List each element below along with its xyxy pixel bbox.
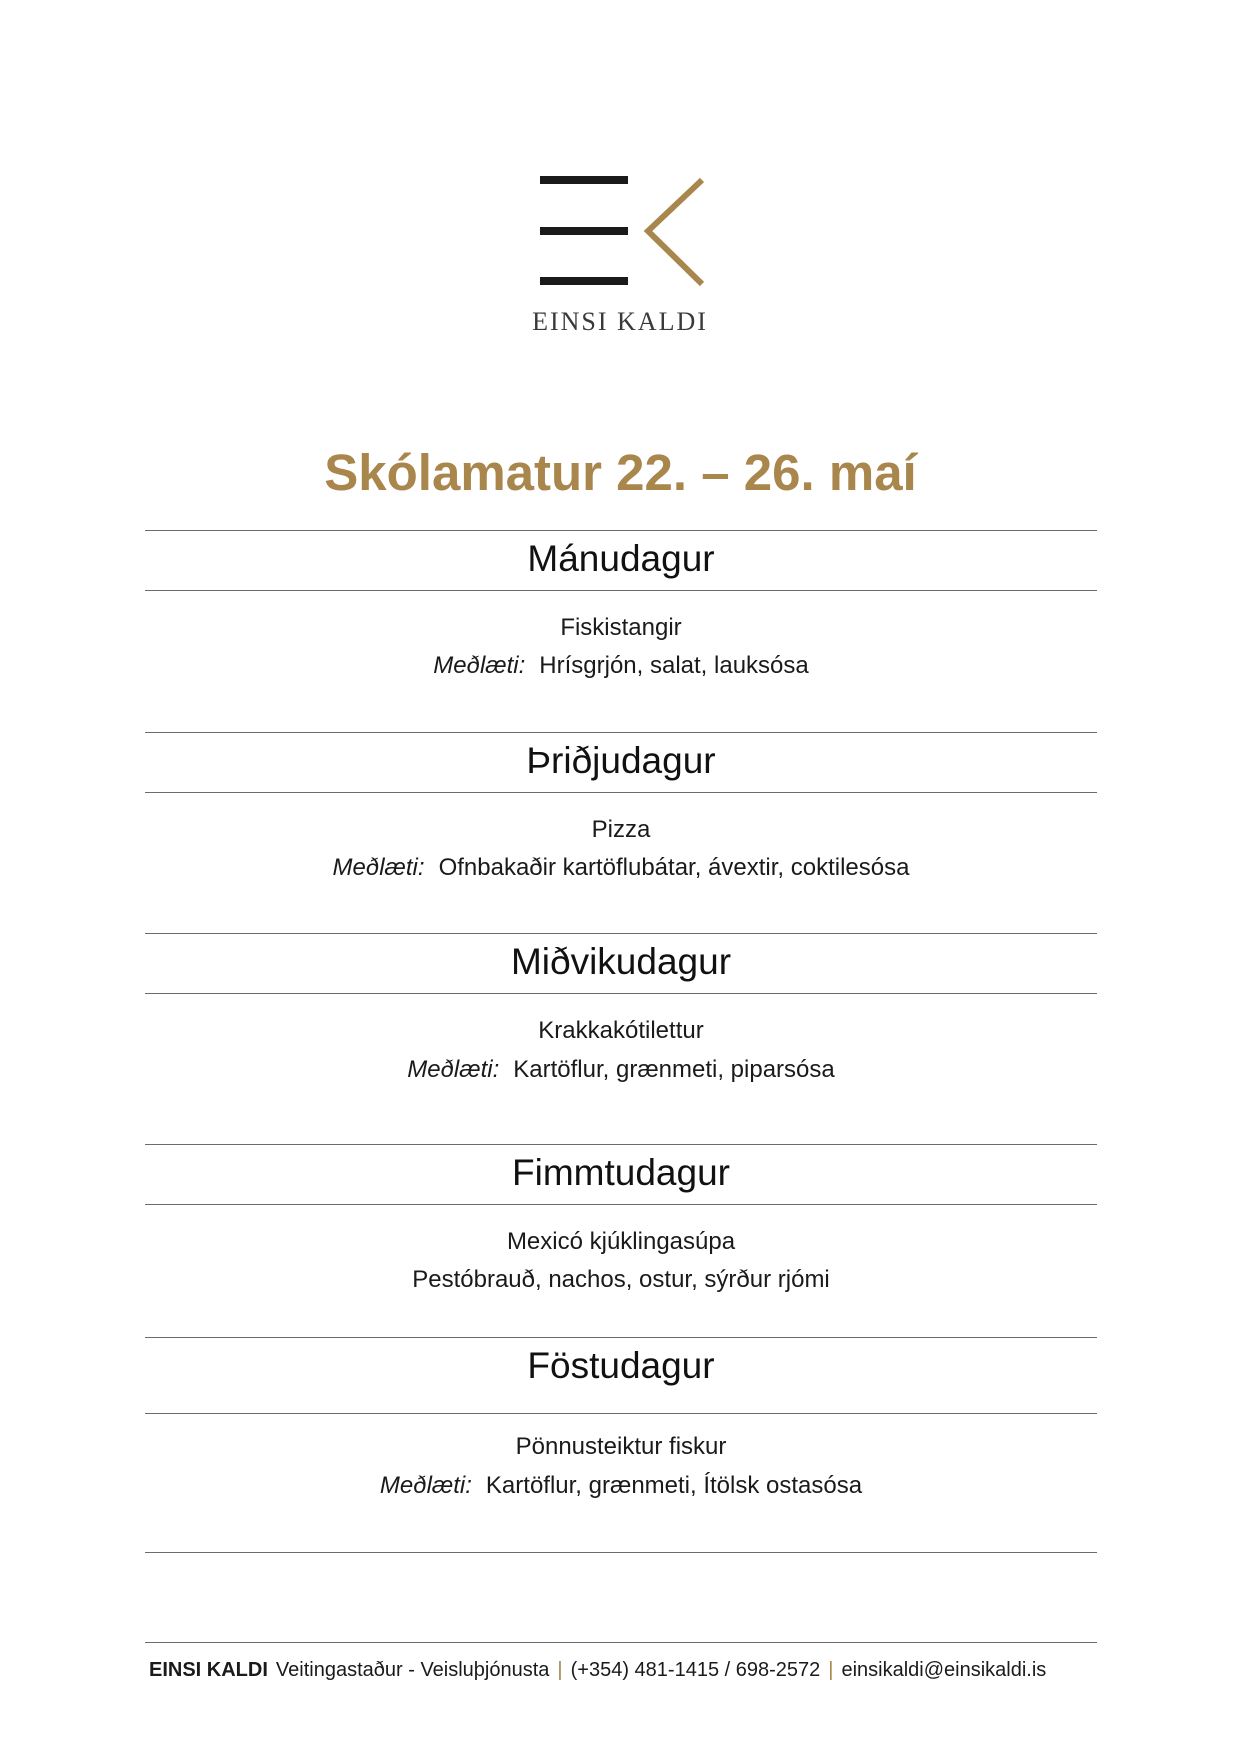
sides-text: Hrísgrjón, salat, lauksósa xyxy=(539,652,809,679)
divider xyxy=(145,530,1097,531)
footer xyxy=(149,1656,1109,1684)
footer-email: einsikaldi@einsikaldi.is xyxy=(841,1659,1047,1681)
divider xyxy=(145,1204,1097,1205)
sides-monday xyxy=(145,650,1097,682)
sides-label: Meðlæti: xyxy=(433,652,526,679)
sides-label: Meðlæti: xyxy=(379,1472,472,1499)
divider xyxy=(145,1413,1097,1414)
day-heading-tuesday: Þriðjudagur xyxy=(526,740,716,781)
sides-text: Kartöflur, grænmeti, Ítölsk ostasósa xyxy=(485,1472,863,1499)
sides-friday xyxy=(145,1470,1097,1502)
sides-text: Ofnbakaðir kartöflubátar, ávextir, coktilesósa xyxy=(438,854,910,881)
day-heading-thursday: Fimmtudagur xyxy=(512,1152,730,1193)
page-title: Skólamatur 22. – 26. maí xyxy=(324,444,917,501)
divider xyxy=(145,993,1097,994)
main-dish-tuesday: Pizza xyxy=(591,816,651,843)
divider xyxy=(145,1144,1097,1145)
sides-text: Kartöflur, grænmeti, piparsósa xyxy=(513,1056,835,1083)
day-heading-wednesday: Miðvikudagur xyxy=(510,941,732,982)
divider xyxy=(145,792,1097,793)
logo-wordmark: EINSI KALDI xyxy=(532,307,708,336)
footer-brand: EINSI KALDI xyxy=(149,1659,268,1681)
divider xyxy=(145,1552,1097,1553)
footer-phone: (+354) 481-1415 / 698-2572 xyxy=(570,1659,821,1681)
footer-services: Veitingastaður - Veisluþjónusta xyxy=(275,1659,550,1681)
footer-separator: | xyxy=(557,1659,563,1681)
divider xyxy=(145,732,1097,733)
day-heading-friday: Föstudagur xyxy=(527,1345,715,1386)
divider xyxy=(145,1337,1097,1338)
sides-label: Meðlæti: xyxy=(332,854,425,881)
main-dish-monday: Fiskistangir xyxy=(560,614,682,641)
divider xyxy=(145,933,1097,934)
day-heading-monday: Mánudagur xyxy=(527,538,715,579)
sides-thursday: Pestóbrauð, nachos, ostur, sýrður rjómi xyxy=(412,1266,830,1293)
chevron-left-icon xyxy=(638,176,708,288)
logo-bar-middle xyxy=(540,227,628,235)
logo-bar-bottom xyxy=(540,277,628,285)
sides-wednesday xyxy=(145,1054,1097,1086)
sides-label: Meðlæti: xyxy=(407,1056,500,1083)
einsi-kaldi-logo xyxy=(520,176,720,336)
logo-bar-top xyxy=(540,176,628,184)
main-dish-wednesday: Krakkakótilettur xyxy=(538,1017,704,1044)
divider xyxy=(145,590,1097,591)
footer-divider xyxy=(145,1642,1097,1643)
main-dish-thursday: Mexicó kjúklingasúpa xyxy=(506,1228,736,1255)
sides-tuesday xyxy=(145,852,1097,884)
footer-separator: | xyxy=(828,1659,834,1681)
main-dish-friday: Pönnusteiktur fiskur xyxy=(515,1433,727,1460)
